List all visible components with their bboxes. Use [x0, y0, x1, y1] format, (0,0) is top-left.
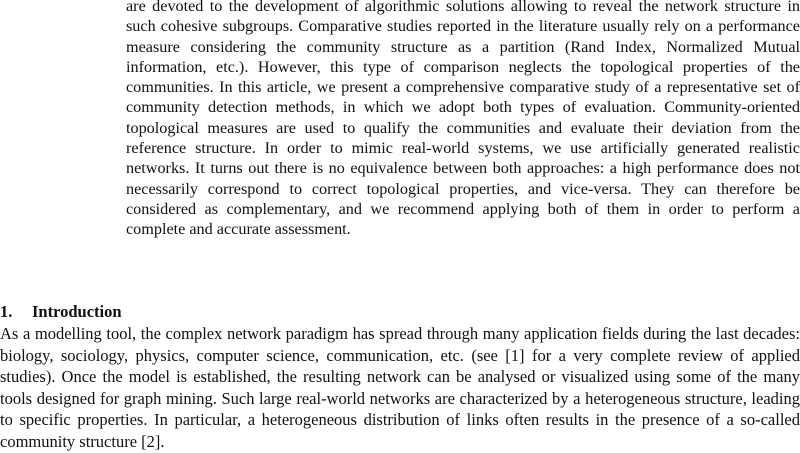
abstract-block	[126, 0, 800, 240]
introduction-body	[0, 323, 800, 453]
introduction-paragraph: As a modelling tool, the complex network paradigm has spread through many application fields during the last decades: biology, sociology, physics, computer science, communication, etc. (see [1] for a very complete review of applied studies). Once the model is established, the resulting network can be analysed or visualized using some of the many tools designed for graph mining. Such large real-world networks are characterized by a heterogeneous structure, leading to specific properties. In particular, a heterogeneous distribution of links often results in the presence of a so-called community structure [2].	[0, 324, 800, 451]
section-title: Introduction	[32, 302, 122, 321]
section-heading	[0, 301, 122, 323]
section-number: 1.	[0, 302, 13, 321]
abstract-text: are devoted to the development of algorithmic solutions allowing to reveal the network structure in such cohesive subgroups. Comparative studies reported in the literature usually rely on a performance measure considering the community structure as a partition (Rand Index, Normalized Mutual information, etc.). However, this type of comparison neglects the topological properties of the communities. In this article, we present a comprehensive comparative study of a representative set of community detection methods, in which we adopt both types of evaluation. Community-oriented topological measures are used to qualify the communities and evaluate their deviation from the reference structure. In order to mimic real-world systems, we use artificially generated realistic networks. It turns out there is no equivalence between both approaches: a high performance does not necessarily correspond to correct topological properties, and vice-versa. They can therefore be considered as complementary, and we recommend applying both of them in order to perform a complete and accurate assessment.	[126, 0, 800, 239]
